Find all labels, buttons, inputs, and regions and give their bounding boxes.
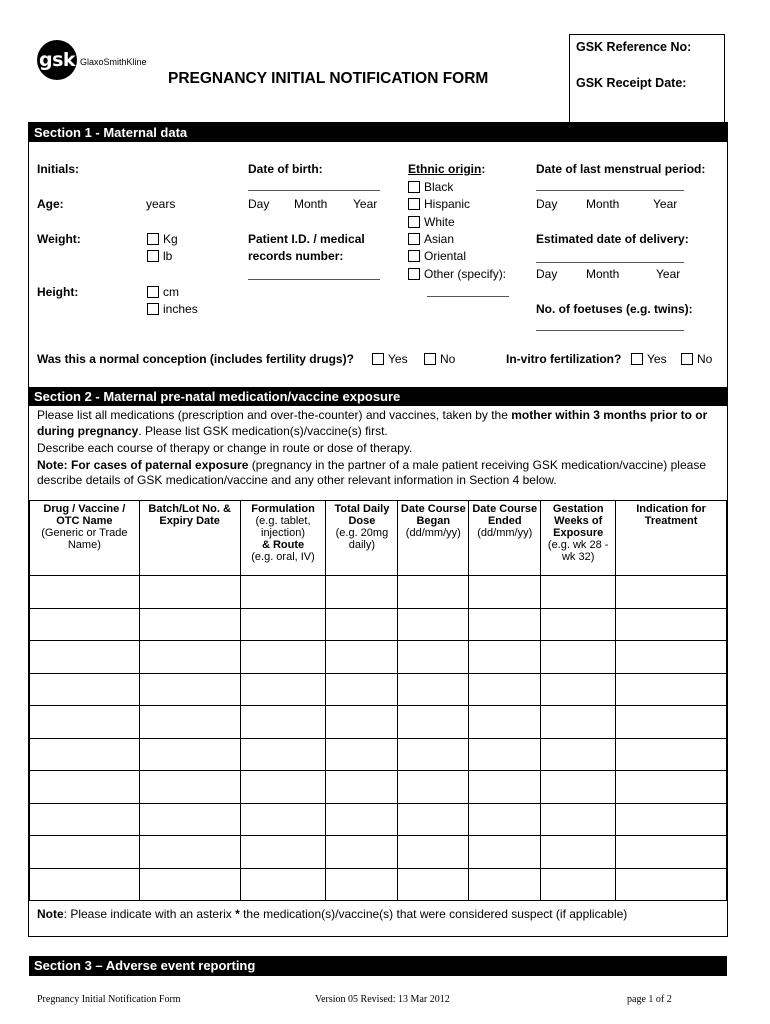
other-specify-field[interactable]	[427, 296, 509, 297]
foetuses-field[interactable]	[536, 330, 684, 331]
table-cell[interactable]	[541, 738, 616, 771]
table-row	[30, 706, 727, 739]
table-cell[interactable]	[469, 576, 541, 609]
col-subtitle: (e.g. tablet, injection)	[255, 515, 311, 539]
table-cell[interactable]	[326, 803, 398, 836]
table-cell[interactable]	[541, 771, 616, 804]
age-label: Age:	[37, 197, 64, 211]
table-cell[interactable]	[398, 673, 469, 706]
table-cell[interactable]	[398, 836, 469, 869]
table-cell[interactable]	[541, 706, 616, 739]
table-row	[30, 641, 727, 674]
table-cell[interactable]	[326, 576, 398, 609]
table-row	[30, 836, 727, 869]
table-cell[interactable]	[240, 738, 326, 771]
table-cell[interactable]	[616, 706, 727, 739]
table-cell[interactable]	[469, 706, 541, 739]
yes-label: Yes	[647, 352, 667, 366]
ethnic-option-hispanic[interactable]	[408, 197, 470, 211]
section3-title: Section 3 – Adverse event reporting	[34, 958, 256, 973]
table-cell[interactable]	[541, 868, 616, 901]
col-title: Date Course Ended	[472, 503, 538, 527]
paternal-note-text: (pregnancy in the partner of a male patient receiving GSK medication/vaccine) please describe details of GSK medication/vaccine and any other relevant information in Section 4 below.	[37, 458, 706, 487]
table-row	[30, 803, 727, 836]
kg-option[interactable]	[147, 232, 178, 246]
table-cell[interactable]	[30, 771, 140, 804]
col-date-began	[398, 501, 469, 576]
col-date-ended	[469, 501, 541, 576]
col-subtitle: (dd/mm/yy)	[477, 527, 533, 539]
dob-month: Month	[294, 197, 328, 211]
col-title: Indication for Treatment	[636, 503, 706, 527]
instructions-emphasis: mother within 3 months prior to or during pregnancy	[37, 408, 708, 438]
ethnic-option-other[interactable]	[408, 267, 506, 281]
table-row	[30, 673, 727, 706]
ethnic-option-white[interactable]	[408, 215, 455, 229]
white-checkbox[interactable]	[408, 216, 420, 228]
table-row	[30, 868, 727, 901]
other-checkbox[interactable]	[408, 268, 420, 280]
table-cell[interactable]	[398, 803, 469, 836]
instructions-text: Please list all medications (prescription and over-the-counter) and vaccines, taken by the	[37, 408, 512, 422]
ethnic-origin-colon: :	[481, 162, 486, 176]
dob-label: Date of birth:	[248, 162, 323, 176]
lmp-day: Day	[536, 197, 558, 211]
normal-conception-yes[interactable]	[372, 352, 408, 366]
table-cell[interactable]	[398, 641, 469, 674]
table-cell[interactable]	[326, 673, 398, 706]
table-cell[interactable]	[240, 803, 326, 836]
table-cell[interactable]	[541, 641, 616, 674]
asterix-symbol: *	[235, 907, 240, 921]
table-cell[interactable]	[30, 608, 140, 641]
table-cell[interactable]	[469, 868, 541, 901]
foetuses-label: No. of foetuses (e.g. twins):	[536, 302, 693, 316]
table-cell[interactable]	[326, 868, 398, 901]
col-batch-lot	[139, 501, 240, 576]
table-cell[interactable]	[616, 771, 727, 804]
dob-day: Day	[248, 197, 270, 211]
table-cell[interactable]	[541, 803, 616, 836]
lmp-month: Month	[586, 197, 620, 211]
ethnic-origin-text: Ethnic origin	[408, 162, 482, 176]
dob-field[interactable]	[248, 190, 380, 191]
cm-checkbox[interactable]	[147, 286, 159, 298]
age-unit: years	[146, 197, 176, 211]
ivf-no[interactable]	[681, 352, 712, 366]
table-cell[interactable]	[616, 576, 727, 609]
inches-label: inches	[163, 302, 198, 316]
section1-title: Section 1 - Maternal data	[34, 125, 188, 140]
ivf-no-checkbox[interactable]	[681, 353, 693, 365]
ivf-question: In-vitro fertilization?	[506, 352, 622, 366]
ivf-yes[interactable]	[631, 352, 667, 366]
gsk-reference-label: GSK Reference No:	[576, 40, 692, 54]
black-checkbox[interactable]	[408, 181, 420, 193]
table-cell[interactable]	[240, 868, 326, 901]
note-text: : Please indicate with an asterix	[63, 907, 236, 921]
table-cell[interactable]	[469, 738, 541, 771]
patient-id-label-1: Patient I.D. / medical	[248, 232, 365, 246]
inches-option[interactable]	[147, 302, 198, 316]
asian-checkbox[interactable]	[408, 233, 420, 245]
col-subtitle: (Generic or Trade Name)	[41, 527, 128, 551]
table-cell[interactable]	[616, 608, 727, 641]
patient-id-label-2: records number:	[248, 249, 344, 263]
table-cell[interactable]	[541, 608, 616, 641]
table-row	[30, 738, 727, 771]
col-formulation	[240, 501, 326, 576]
footer-form-name: Pregnancy Initial Notification Form	[37, 994, 181, 1005]
oriental-checkbox[interactable]	[408, 250, 420, 262]
weight-label: Weight:	[37, 232, 81, 246]
table-cell[interactable]	[326, 836, 398, 869]
col-title: Date Course Began	[400, 503, 466, 527]
table-cell[interactable]	[469, 673, 541, 706]
gsk-logo	[37, 40, 77, 80]
table-header-row	[30, 501, 727, 576]
therapy-instructions: Describe each course of therapy or change in route or dose of therapy.	[37, 441, 413, 455]
table-cell[interactable]	[616, 836, 727, 869]
medication-table	[29, 500, 727, 901]
table-cell[interactable]	[326, 738, 398, 771]
col-title: Total Daily Dose	[334, 503, 390, 527]
table-cell[interactable]	[469, 608, 541, 641]
table-cell[interactable]	[139, 706, 240, 739]
col-gestation-weeks	[541, 501, 616, 576]
footer-page-number: page 1 of 2	[627, 994, 672, 1005]
table-cell[interactable]	[469, 771, 541, 804]
table-cell[interactable]	[30, 868, 140, 901]
instructions-text-end: . Please list GSK medication(s)/vaccine(s) first.	[138, 424, 388, 438]
table-cell[interactable]	[616, 803, 727, 836]
page-title: PREGNANCY INITIAL NOTIFICATION FORM	[168, 70, 489, 87]
edd-month: Month	[586, 267, 620, 281]
edd-year: Year	[656, 267, 681, 281]
edd-field[interactable]	[536, 262, 684, 263]
no-label: No	[440, 352, 456, 366]
col-total-daily-dose	[326, 501, 398, 576]
normal-conception-yes-checkbox[interactable]	[372, 353, 384, 365]
table-row	[30, 771, 727, 804]
table-cell[interactable]	[139, 673, 240, 706]
table-cell[interactable]	[398, 576, 469, 609]
dob-year: Year	[353, 197, 378, 211]
footer-version: Version 05 Revised: 13 Mar 2012	[315, 994, 450, 1005]
suspect-note	[37, 907, 627, 921]
inches-checkbox[interactable]	[147, 303, 159, 315]
col-subtitle: (e.g. 20mg daily)	[335, 527, 389, 551]
table-cell[interactable]	[139, 608, 240, 641]
table-cell[interactable]	[326, 771, 398, 804]
kg-label: Kg	[163, 232, 178, 246]
col-title: Drug / Vaccine / OTC Name	[43, 503, 126, 527]
table-cell[interactable]	[240, 836, 326, 869]
black-label: Black	[424, 180, 454, 194]
white-label: White	[424, 215, 455, 229]
ethnic-option-asian[interactable]	[408, 232, 454, 246]
table-cell[interactable]	[326, 641, 398, 674]
table-cell[interactable]	[240, 673, 326, 706]
table-cell[interactable]	[30, 738, 140, 771]
col-subtitle: (e.g. wk 28 - wk 32)	[547, 539, 609, 563]
patient-id-field[interactable]	[248, 279, 380, 280]
table-cell[interactable]	[240, 706, 326, 739]
table-cell[interactable]	[30, 803, 140, 836]
table-cell[interactable]	[326, 608, 398, 641]
normal-conception-question: Was this a normal conception (includes fertility drugs)?	[37, 352, 354, 366]
col-subtitle: (dd/mm/yy)	[405, 527, 461, 539]
section2-instructions	[37, 407, 717, 439]
table-cell[interactable]	[139, 641, 240, 674]
table-row	[30, 608, 727, 641]
lmp-label: Date of last menstrual period:	[536, 162, 706, 176]
medication-table-body	[30, 576, 727, 901]
note-text-end: the medication(s)/vaccine(s) that were considered suspect (if applicable)	[239, 907, 628, 921]
table-cell[interactable]	[240, 641, 326, 674]
lb-checkbox[interactable]	[147, 250, 159, 262]
col-subtitle-2: (e.g. oral, IV)	[251, 551, 315, 563]
table-cell[interactable]	[240, 576, 326, 609]
paternal-note-label: Note: For cases of paternal exposure	[37, 458, 249, 472]
height-label: Height:	[37, 285, 79, 299]
note-label: Note	[37, 907, 64, 921]
table-cell[interactable]	[139, 771, 240, 804]
table-cell[interactable]	[30, 641, 140, 674]
table-cell[interactable]	[616, 641, 727, 674]
asian-label: Asian	[424, 232, 455, 246]
table-cell[interactable]	[139, 738, 240, 771]
table-cell[interactable]	[541, 836, 616, 869]
section2-title: Section 2 - Maternal pre-natal medication/vaccine exposure	[34, 389, 401, 404]
table-cell[interactable]	[139, 803, 240, 836]
logo-mark: gsk	[38, 49, 76, 71]
cm-option[interactable]	[147, 285, 179, 299]
col-title: Gestation Weeks of Exposure	[552, 503, 604, 539]
table-cell[interactable]	[616, 673, 727, 706]
gsk-receipt-date-label: GSK Receipt Date:	[576, 76, 687, 90]
table-cell[interactable]	[398, 738, 469, 771]
table-cell[interactable]	[398, 608, 469, 641]
col-indication	[616, 501, 727, 576]
table-cell[interactable]	[139, 836, 240, 869]
table-cell[interactable]	[398, 868, 469, 901]
table-cell[interactable]	[616, 868, 727, 901]
table-row	[30, 576, 727, 609]
col-title: Batch/Lot No. & Expiry Date	[148, 503, 231, 527]
ethnic-origin-label	[408, 162, 485, 176]
table-cell[interactable]	[398, 706, 469, 739]
lmp-year: Year	[653, 197, 678, 211]
hispanic-checkbox[interactable]	[408, 198, 420, 210]
table-cell[interactable]	[139, 868, 240, 901]
edd-label: Estimated date of delivery:	[536, 232, 689, 246]
paternal-exposure-note	[37, 458, 717, 488]
ethnic-option-black[interactable]	[408, 180, 453, 194]
ivf-yes-checkbox[interactable]	[631, 353, 643, 365]
table-cell[interactable]	[541, 673, 616, 706]
normal-conception-no-checkbox[interactable]	[424, 353, 436, 365]
initials-label: Initials:	[37, 162, 80, 176]
table-cell[interactable]	[30, 673, 140, 706]
logo-text: GlaxoSmithKline	[80, 57, 147, 67]
other-label: Other (specify):	[424, 267, 507, 281]
edd-day: Day	[536, 267, 558, 281]
ethnic-option-oriental[interactable]	[408, 249, 466, 263]
lb-label: lb	[163, 249, 173, 263]
table-cell[interactable]	[326, 706, 398, 739]
cm-label: cm	[163, 285, 179, 299]
table-cell[interactable]	[30, 576, 140, 609]
table-cell[interactable]	[541, 576, 616, 609]
hispanic-label: Hispanic	[424, 197, 471, 211]
table-cell[interactable]	[469, 641, 541, 674]
col-title: Formulation	[251, 503, 315, 515]
oriental-label: Oriental	[424, 249, 467, 263]
kg-checkbox[interactable]	[147, 233, 159, 245]
normal-conception-no[interactable]	[424, 352, 455, 366]
no-label: No	[697, 352, 713, 366]
table-cell[interactable]	[240, 608, 326, 641]
table-cell[interactable]	[469, 803, 541, 836]
col-title-2: & Route	[261, 539, 305, 551]
table-cell[interactable]	[240, 771, 326, 804]
lmp-field[interactable]	[536, 190, 684, 191]
lb-option[interactable]	[147, 249, 172, 263]
col-drug-name	[30, 501, 140, 576]
table-cell[interactable]	[398, 771, 469, 804]
table-cell[interactable]	[469, 836, 541, 869]
yes-label: Yes	[388, 352, 408, 366]
table-cell[interactable]	[616, 738, 727, 771]
table-cell[interactable]	[139, 576, 240, 609]
table-cell[interactable]	[30, 706, 140, 739]
table-cell[interactable]	[30, 836, 140, 869]
